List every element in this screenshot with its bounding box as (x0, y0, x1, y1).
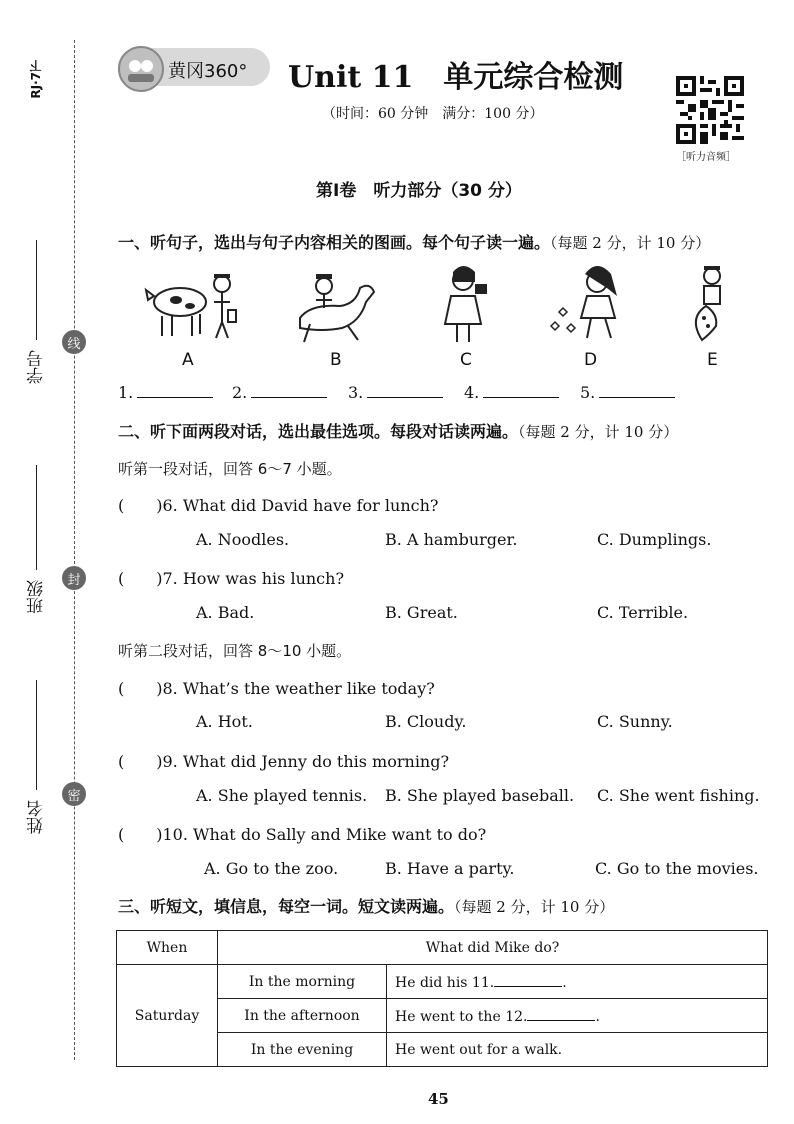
activity-cell (387, 965, 768, 999)
picture-label-b: B (330, 350, 342, 370)
answer-4-number: 4. (464, 383, 480, 402)
activity-text: He went to the 12. (395, 1009, 528, 1025)
answer-4 (464, 383, 559, 402)
girl-camera-picture (435, 262, 495, 346)
edition-code: RJ·7下 (29, 60, 43, 99)
picture-label-a: A (182, 350, 194, 370)
answer-1-number: 1. (118, 383, 134, 402)
question-10: ( )10. What do Sally and Mike want to do? (118, 825, 487, 844)
q6-option-a[interactable]: A. Noodles. (196, 530, 290, 549)
man-fish-picture (684, 262, 734, 346)
q8-option-c[interactable]: C. Sunny. (597, 712, 673, 731)
time-cell: In the afternoon (218, 999, 387, 1033)
class-label: 班级 (27, 580, 47, 614)
answer-2 (232, 383, 327, 402)
table-row (117, 965, 768, 999)
answer-2-blank[interactable] (251, 383, 327, 398)
activity-end: . (595, 1009, 600, 1025)
answer-2-number: 2. (232, 383, 248, 402)
answer-3-number: 3. (348, 383, 364, 402)
class-field[interactable] (36, 465, 37, 570)
sec3-note: （每题 2 分，计 10 分） (454, 898, 615, 916)
q7-option-a[interactable]: A. Bad. (196, 603, 255, 622)
answer-5 (580, 383, 675, 402)
time-cell: In the evening (218, 1033, 387, 1067)
brand-logo-icon (118, 46, 164, 92)
answer-12-blank[interactable] (527, 1006, 595, 1021)
picture-label-e: E (707, 350, 718, 370)
sec3-heading: 三、听短文，填信息，每空一词。短文读两遍。 (118, 897, 455, 916)
q10-option-c[interactable]: C. Go to the movies. (595, 859, 759, 878)
info-table (116, 930, 768, 1067)
dialog1-instruction: 听第一段对话，回答 6～7 小题。 (118, 460, 342, 478)
activity-end: . (562, 975, 567, 991)
header-when: When (117, 931, 218, 965)
q9-option-a[interactable]: A. She played tennis. (196, 786, 368, 805)
page-number: 45 (428, 1090, 449, 1108)
picture-label-d: D (584, 350, 598, 370)
activity-cell (387, 1033, 768, 1067)
question-7: ( )7. How was his lunch? (118, 569, 345, 588)
time-cell: In the morning (218, 965, 387, 999)
girl-flowers-picture (545, 262, 635, 346)
q10-option-a[interactable]: A. Go to the zoo. (204, 859, 339, 878)
seal-xian: 线 (62, 330, 86, 354)
answer-1-blank[interactable] (137, 383, 213, 398)
horse-rider-picture (290, 262, 380, 346)
day-cell: Saturday (117, 965, 218, 1067)
seal-feng: 封 (62, 566, 86, 590)
name-field[interactable] (36, 680, 37, 790)
question-8: ( )8. What’s the weather like today? (118, 679, 435, 698)
sec3-title (118, 894, 614, 917)
answer-3-blank[interactable] (367, 383, 443, 398)
q7-option-c[interactable]: C. Terrible. (597, 603, 689, 622)
sec2-heading: 二、听下面两段对话，选出最佳选项。每段对话读两遍。 (118, 422, 519, 441)
dialog2-instruction: 听第二段对话，回答 8～10 小题。 (118, 642, 352, 660)
activity-text: He went out for a walk. (395, 1041, 563, 1058)
activity-text: He did his 11. (395, 975, 495, 991)
sec2-note: （每题 2 分，计 10 分） (518, 423, 679, 441)
question-6: ( )6. What did David have for lunch? (118, 496, 439, 515)
binding-dashed-line (74, 40, 75, 1060)
answer-5-blank[interactable] (599, 383, 675, 398)
page-title: Unit 11 单元综合检测 (288, 60, 624, 95)
sec1-title (118, 230, 710, 253)
sec1-heading: 一、听句子，选出与句子内容相关的图画。每个句子读一遍。 (118, 233, 551, 252)
q6-option-b[interactable]: B. A hamburger. (385, 530, 518, 549)
q8-option-b[interactable]: B. Cloudy. (385, 712, 467, 731)
student-number-label: 学号 (27, 350, 47, 384)
answer-5-number: 5. (580, 383, 596, 402)
q8-option-a[interactable]: A. Hot. (196, 712, 253, 731)
qr-label: ［听力音频］ (676, 152, 736, 163)
q9-option-b[interactable]: B. She played baseball. (385, 786, 575, 805)
name-label: 姓名 (27, 800, 47, 834)
table-row (117, 931, 768, 965)
answer-4-blank[interactable] (483, 383, 559, 398)
header-what: What did Mike do? (218, 931, 768, 965)
answer-1 (118, 383, 213, 402)
brand-name: 黄冈360° (168, 61, 248, 82)
activity-cell (387, 999, 768, 1033)
seal-mi: 密 (62, 782, 86, 806)
student-number-field[interactable] (36, 240, 37, 340)
q6-option-c[interactable]: C. Dumplings. (597, 530, 712, 549)
exam-time-score: （时间：60 分钟 满分：100 分） (322, 106, 544, 122)
question-9: ( )9. What did Jenny do this morning? (118, 752, 450, 771)
sec1-note: （每题 2 分，计 10 分） (550, 234, 711, 252)
answer-3 (348, 383, 443, 402)
cow-farmer-picture (140, 262, 240, 346)
part1-title: 第Ⅰ卷 听力部分（30 分） (316, 181, 522, 201)
qr-code-icon[interactable] (676, 76, 744, 144)
answer-11-blank[interactable] (494, 972, 562, 987)
picture-label-c: C (460, 350, 472, 370)
q7-option-b[interactable]: B. Great. (385, 603, 458, 622)
q9-option-c[interactable]: C. She went fishing. (597, 786, 760, 805)
sec2-title (118, 419, 678, 442)
q10-option-b[interactable]: B. Have a party. (385, 859, 515, 878)
